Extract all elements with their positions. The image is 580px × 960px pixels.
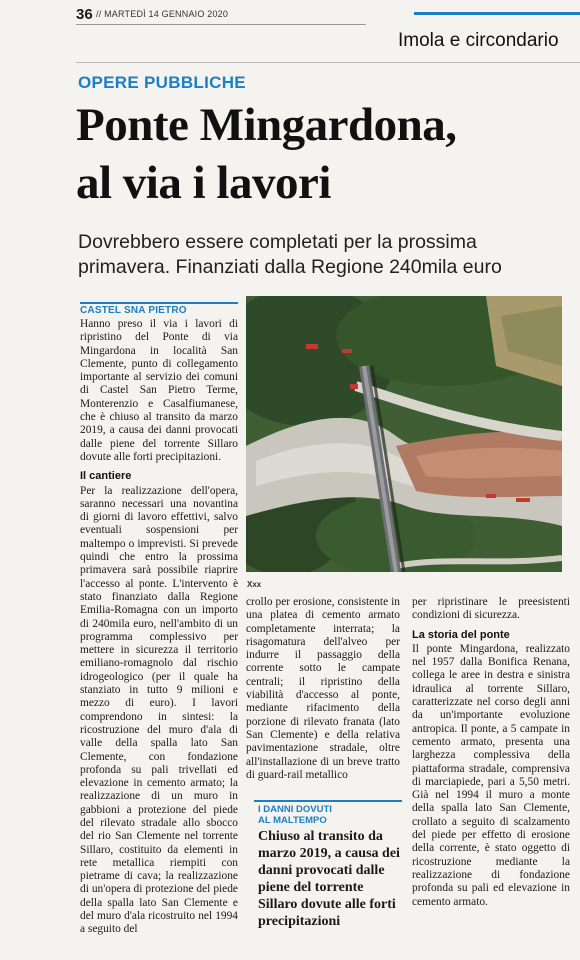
column-2: [246, 596, 400, 782]
section-accent-rule: [414, 12, 580, 15]
body-paragraph-2: crollo per erosione, consistente in una platea di cemento armato completamente interrata; la risagomatura dell'alveo per indurre il passaggio della corrente sotto le campate centrali; il ripristino della viabilità d'accesso al ponte, mediante rifacimento della porzione di rilevato franata (lato San Clemente) e della relativa pavimentazione stradale, oltre all'installazione di un breve tratto di guard-rail metallico: [246, 596, 400, 781]
section-divider: [76, 62, 580, 63]
quote-label-line-2: AL MALTEMPO: [258, 815, 327, 826]
pull-quote: Chiuso al transito da marzo 2019, a causa dei danni provocati dalle piene del torrente Sillaro dovute alle forti precipitazioni: [258, 829, 400, 929]
column-3: [412, 596, 570, 909]
body-paragraph-3: per ripristinare le preesistenti condizioni di sicurezza.: [412, 596, 570, 622]
intro-paragraph: Hanno preso il via i lavori di ripristino del Ponte di via Mingardona in località San Clemente, punto di collegamento importante al servizio dei comuni di Castel San Pietro Terme, Monterenzio e Casalfiumanese, che è chiuso al transito da marzo 2019, a causa dei danni provocati dalle piene del torrente Sillaro dovute alle forti precipitazioni.: [80, 318, 238, 463]
body-paragraph-1: Per la realizzazione dell'opera, saranno necessari una novantina di giorni di lavoro effettivi, salvo eventuali sospensioni per maltempo o imprevisti. Si prevede quindi che entro la prossima primavera sarà possibile riaprire l'accesso al ponte. L'intervento è stato finanziato dalla Regione Emilia-Romagna con un importo di 240mila euro, nell'ambito di un programma complessivo per mettere in sicurezza il territorio emiliano-romagnolo dal rischio idrogeologico (per il quale ha stanziato in tutto 9 milioni e mezzo di euro). I lavori comprendono in sintesi: la ricostruzione del muro d'ala di valle della spalla lato San Clemente, con fondazione profonda su pali trivellati ed elevazione in cemento armato; la realizzazione di un muro in gabbioni a protezione del piede del rilevato stradale allo sbocco del rio San Clemente nel torrente Sillaro, costituito da elementi in rete metallica riempiti con pietrame di cava; la realizzazione di un'opera di protezione del piede della spalla lato San Clemente e del muro d'ala ricostruito nel 1994 a seguito del: [80, 484, 238, 936]
quote-label-line-1: I DANNI DOVUTI: [258, 804, 332, 815]
headline-line-1: Ponte Mingardona,: [76, 99, 457, 151]
aerial-photo: [246, 296, 562, 572]
photo-caption: Xxx: [247, 580, 262, 589]
dateline-rule: [80, 302, 238, 304]
page-number: 36: [76, 6, 93, 23]
headline-line-2: al via i lavori: [76, 157, 331, 209]
article-dateline: CASTEL SNA PIETRO: [80, 305, 187, 316]
body-paragraph-4: Il ponte Mingardona, realizzato nel 1957 dalla Bonifica Renana, collega le aree in destra e sinistra idraulica al torrente Sillaro, caratterizzate nel corso degli anni da un'importante evoluzione antropica. Il ponte, a 5 campate in cemento armato, presenta una larghezza complessiva della piattaforma stradale, comprensiva di marciapiede, pari a 5,50 metri. Già nel 1994 il muro a monte della spalla lato San Clemente, crollato a seguito di scalzamento del piede per effetto di erosione della corrente, è stato oggetto di ricostruzione mediante la realizzazione di fondazione profonda su pali ed elevazione in cemento armato.: [412, 642, 570, 908]
section-title: Imola e circondario: [398, 30, 559, 51]
article-kicker: OPERE PUBBLICHE: [78, 73, 246, 92]
subtitle-cantiere: Il cantiere: [80, 470, 132, 483]
article-subhead: Dovrebbero essere completati per la prossima primavera. Finanziati dalla Regione 240mila euro: [78, 231, 502, 278]
column-1: [80, 318, 238, 937]
subtitle-storia: La storia del ponte: [412, 628, 510, 641]
quote-label: [258, 804, 398, 826]
article-headline: [76, 96, 576, 212]
quote-rule: [254, 800, 402, 802]
header-rule: [76, 24, 366, 25]
issue-date: // MARTEDÌ 14 GENNAIO 2020: [96, 9, 229, 19]
